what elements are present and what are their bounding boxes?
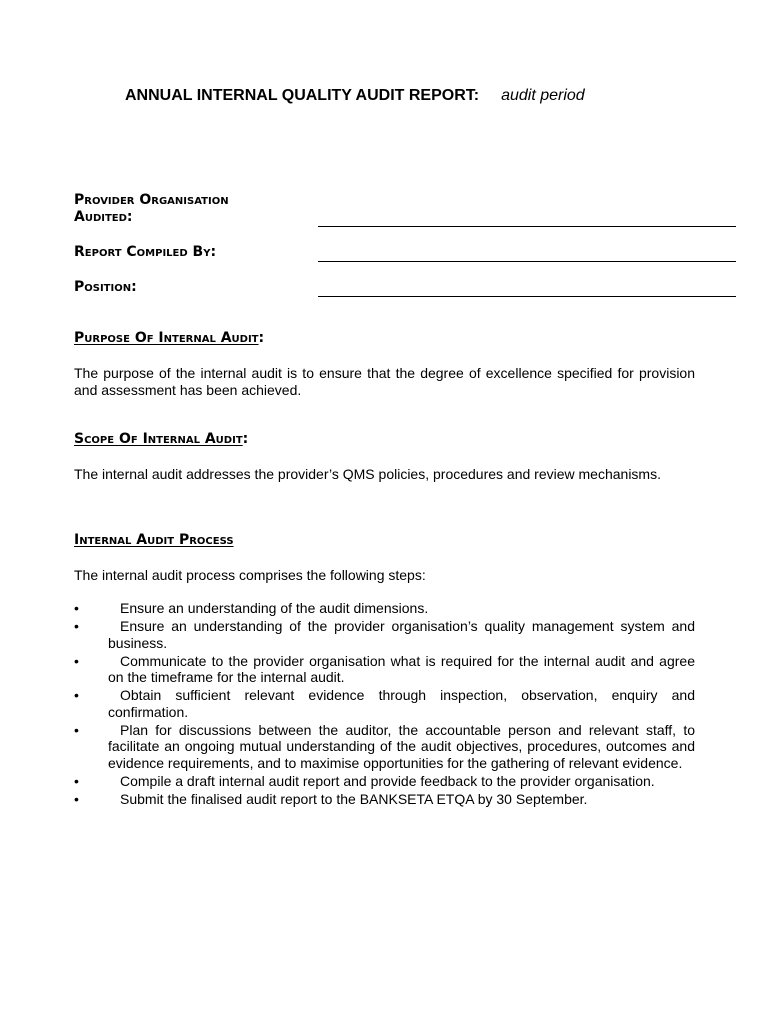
list-item: • Submit the finalised audit report to the BANKSETA ETQA by 30 September. [74,790,588,807]
process-steps-list [74,600,695,809]
purpose-body: The purpose of the internal audit is to ensure that the degree of excellence specified for provision and assessment has been achieved. [74,365,695,398]
process-heading-text: Internal Audit Process [74,532,234,548]
process-heading [74,532,234,549]
process-intro: The internal audit process comprises the following steps: [74,567,426,583]
bullet-icon: • [74,772,79,789]
bullet-icon: • [74,618,79,634]
list-item: • Compile a draft internal audit report and provide feedback to the provider organisation. [74,772,655,789]
bullet-icon: • [74,687,79,703]
report-compiled-by-label: Report Compiled By: [74,244,217,260]
audit-period: audit period [501,87,585,104]
provider-organisation-field[interactable] [318,226,736,227]
list-item: • Communicate to the provider organisation what is required for the internal audit and agree on the timeframe for the internal audit. [74,652,695,685]
list-item: • Obtain sufficient relevant evidence through inspection, observation, enquiry and confirmation. [74,687,695,720]
scope-heading-text: Scope Of Internal Audit [74,431,243,447]
bullet-icon: • [74,721,79,738]
report-compiled-by-field[interactable] [318,261,736,262]
bullet-icon: • [74,790,79,807]
scope-heading: Scope Of Internal Audit: [74,431,249,447]
provider-label-line1: Provider Organisation [74,192,229,208]
scope-body: The internal audit addresses the provider’s QMS policies, procedures and review mechanisms. [74,466,661,482]
position-field[interactable] [318,296,736,297]
report-header [125,86,585,106]
list-item: • Ensure an understanding of the audit dimensions. [74,600,429,616]
position-label: Position: [74,279,137,295]
list-item: • Plan for discussions between the auditor, the accountable person and relevant staff, to facilitate an ongoing mutual understanding of the audit objectives, procedures, outcomes and evidence requirements, and to maximise opportunities for the gathering of relevant evidence. [74,721,695,771]
bullet-icon: • [74,652,79,669]
provider-label-line2: Audited: [74,209,133,225]
bullet-icon: • [74,600,79,616]
list-item: • Ensure an understanding of the provider organisation’s quality management system and business. [74,618,695,651]
provider-organisation-label [74,192,229,226]
purpose-heading: Purpose Of Internal Audit: [74,330,265,346]
report-title: ANNUAL INTERNAL QUALITY AUDIT REPORT: [125,87,480,104]
purpose-heading-text: Purpose Of Internal Audit [74,330,259,346]
